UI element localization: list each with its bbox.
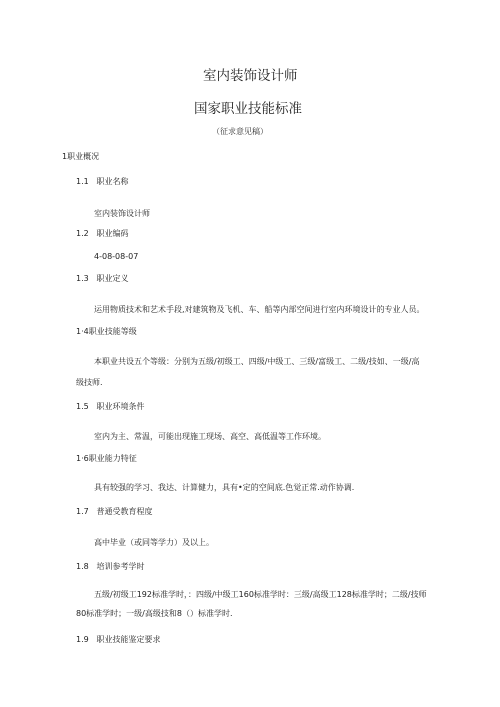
section-body: 4-08-08-07	[94, 252, 139, 261]
section-heading: 1·4职业技能等级	[76, 327, 137, 336]
section-heading	[76, 561, 145, 572]
section-heading	[76, 273, 129, 284]
section-number: 1.3	[76, 274, 89, 283]
document-subtitle: 国家职业技能标准	[194, 101, 302, 117]
section-body: 室内为主、常温，可能出现施工现场、高空、高低温等工作环境。	[94, 432, 326, 441]
section-body-line: 本职业共设五个等级：分别为五级/初级工、四级/中级工、三级/富级工、二级/技如、一级/高	[94, 357, 420, 366]
section-heading: 1·6职业能力特征	[76, 454, 137, 463]
section-body: 室内装饰设计师	[94, 209, 150, 218]
draft-note: （征求意见稿）	[212, 127, 268, 136]
section-title: 培训参考学时	[96, 562, 145, 571]
section-title: 职业名称	[96, 177, 129, 186]
section-body-line: 级技师.	[76, 378, 103, 387]
document-title: 室内装饰设计师	[203, 68, 298, 84]
section-title: 职业定义	[96, 274, 129, 283]
section-number: 1.7	[76, 507, 89, 516]
section-heading	[76, 401, 145, 412]
section-body: 高中毕业（或同等学力）及以上。	[94, 538, 214, 547]
section-body: 运用物质技术和艺术手段,对建筑物及飞机、车、船等内部空间进行室内环境设计的专业人员。	[94, 305, 425, 314]
section-heading	[76, 634, 161, 645]
section-body: 具有较强的学习、我达、计算健力，具有•定的空间底.色觉正常.动作协调.	[94, 483, 355, 492]
section-body-line: 80标准学时；一级/高级技和8（）标准学时.	[76, 609, 233, 618]
section-title: 职业环境条件	[96, 402, 145, 411]
section-number: 1.9	[76, 635, 89, 644]
section-body-line: 五级/初级工192标准学时，：四级/中级工160标准学时：三级/高级工128标准学时；二级/技师	[94, 590, 427, 599]
section-heading	[76, 228, 129, 239]
section-title: 普通受教育程度	[96, 507, 153, 516]
section-number: 1.1	[76, 177, 89, 186]
section-number: 1.5	[76, 402, 89, 411]
section-title: 职业编码	[96, 229, 129, 238]
section-title: 职业技能鉴定要求	[96, 635, 161, 644]
section-heading	[76, 506, 153, 517]
section-heading: 1职业概况	[62, 152, 100, 161]
section-number: 1.2	[76, 229, 89, 238]
section-number: 1.8	[76, 562, 89, 571]
section-heading	[76, 176, 129, 187]
